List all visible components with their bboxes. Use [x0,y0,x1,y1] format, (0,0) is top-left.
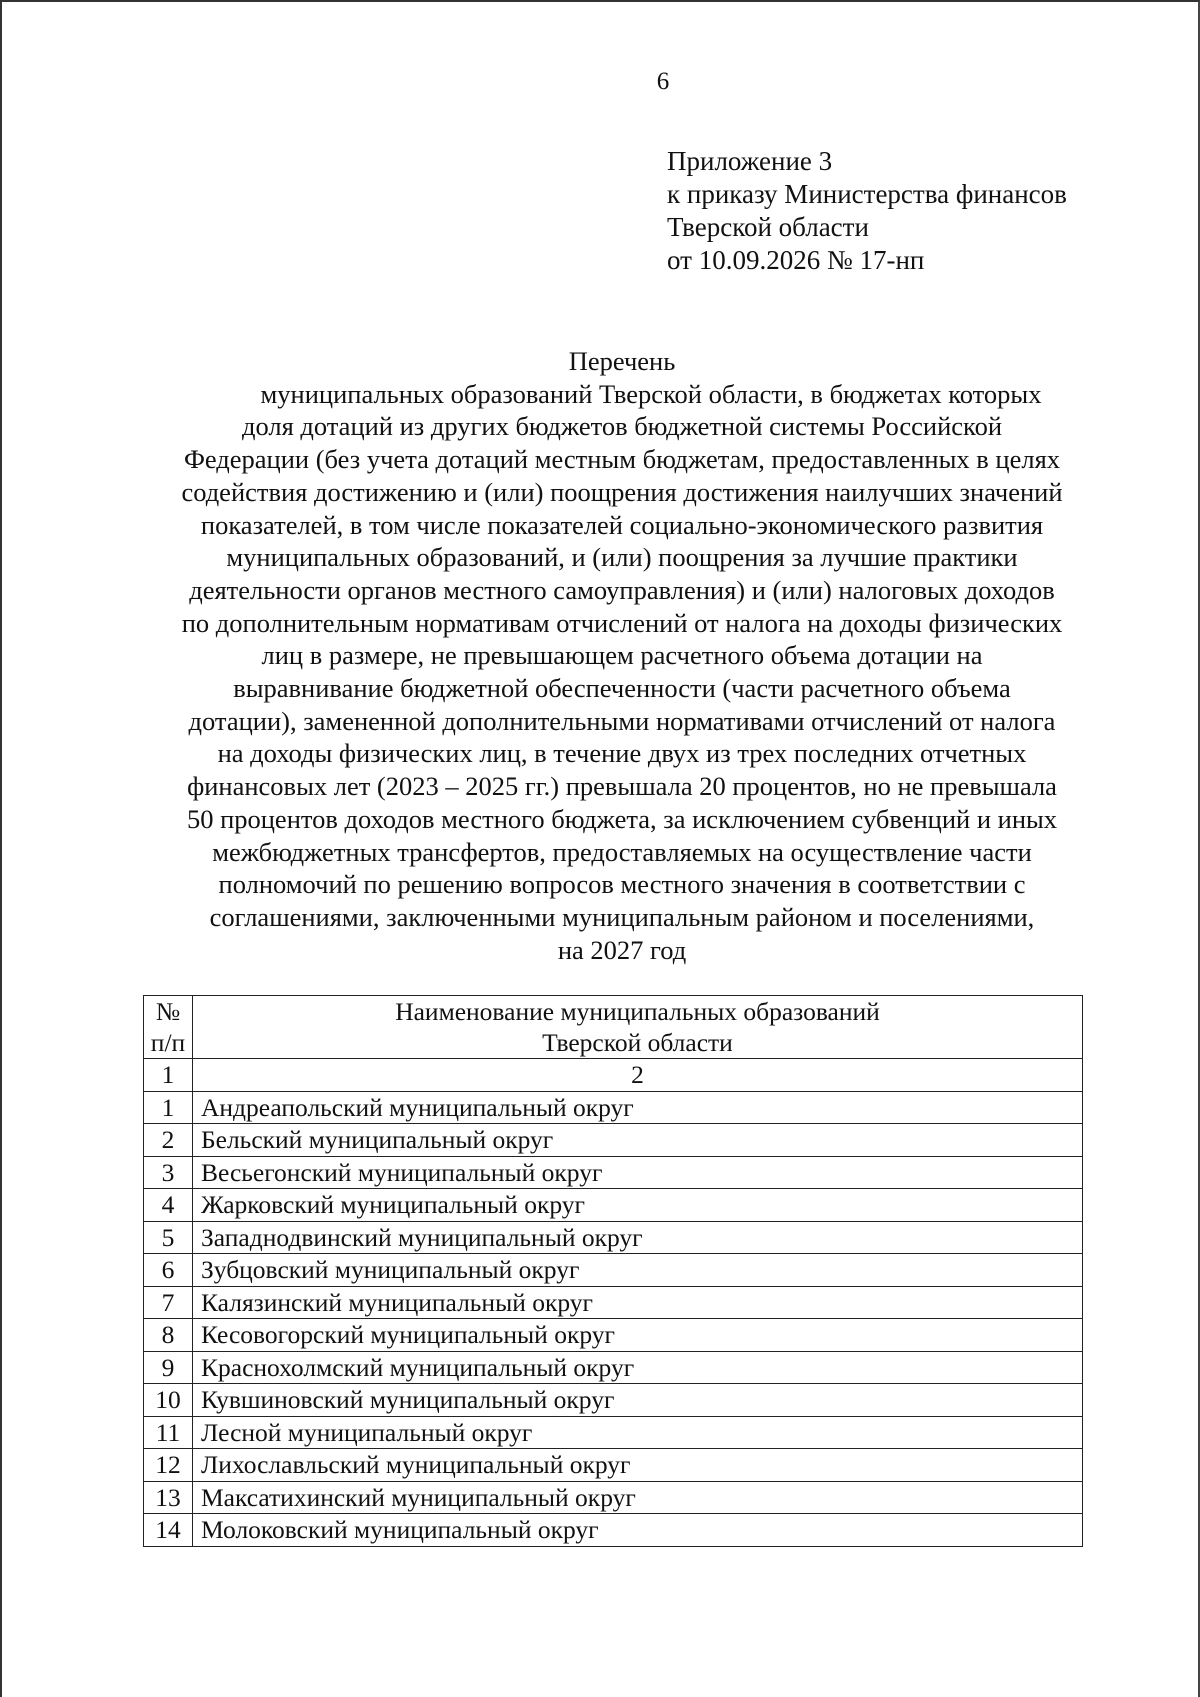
table-row [144,1351,1083,1384]
table-row [144,1481,1083,1514]
municipality-name: Краснохолмский муниципальный округ [193,1351,1083,1384]
table-header-row [144,996,1083,1059]
table-row [144,1514,1083,1547]
header-number-abbr: п/п [150,1028,186,1057]
row-number: 11 [144,1416,193,1449]
municipality-name: Калязинский муниципальный округ [193,1286,1083,1319]
row-number: 9 [144,1351,193,1384]
row-number: 8 [144,1319,193,1352]
row-number: 14 [144,1514,193,1547]
column-index-2: 2 [193,1059,1083,1092]
municipality-name: Жарковский муниципальный округ [193,1189,1083,1222]
appendix-region: Тверской области [667,212,869,242]
header-name-line1: Наименование муниципальных образований [395,997,880,1026]
municipality-name: Лихославльский муниципальный округ [193,1449,1083,1482]
municipalities-table [143,995,1083,1547]
header-number-cell [144,996,193,1059]
row-number: 10 [144,1384,193,1417]
appendix-title: Приложение 3 [667,146,833,176]
row-number: 13 [144,1481,193,1514]
table-row [144,1286,1083,1319]
heading-line: дотации), замененной дополнительными нормативами отчислений от налога [188,705,1056,736]
table-row [144,1189,1083,1222]
table-row [144,1221,1083,1254]
table-row [144,1124,1083,1157]
heading-line: показателей, в том числе показателей социально-экономического развития [200,509,1044,540]
heading-title: Перечень [568,346,676,376]
municipality-name: Западнодвинский муниципальный округ [193,1221,1083,1254]
heading-line: выравнивание бюджетной обеспеченности (части расчетного объема [233,673,1011,704]
heading-line: соглашениями, заключенными муниципальным районом и поселениями, [209,901,1035,932]
heading-text [142,378,1102,967]
table-row [144,1384,1083,1417]
municipality-name: Лесной муниципальный округ [193,1416,1083,1449]
municipality-name: Зубцовский муниципальный округ [193,1254,1083,1287]
heading-line: финансовых лет (2023 – 2025 гг.) превышала 20 процентов, но не превышала [187,771,1057,802]
row-number: 2 [144,1124,193,1157]
column-index-row [144,1059,1083,1092]
municipality-name: Бельский муниципальный округ [193,1124,1083,1157]
document-heading [142,345,1102,966]
appendix-block [667,145,1067,277]
row-number: 12 [144,1449,193,1482]
table-row [144,1156,1083,1189]
table-row [144,1091,1083,1124]
header-number-symbol: № [155,997,181,1026]
table-row [144,1254,1083,1287]
table-row [144,1416,1083,1449]
table-row [144,1319,1083,1352]
heading-line: деятельности органов местного самоуправления) и (или) налоговых доходов [189,574,1055,605]
heading-line: по дополнительным нормативам отчислений от налога на доходы физических [181,607,1063,638]
page-number: 6 [656,68,670,95]
row-number: 1 [144,1091,193,1124]
row-number: 7 [144,1286,193,1319]
header-name-cell [193,996,1083,1059]
municipality-name: Молоковский муниципальный округ [193,1514,1083,1547]
heading-line: муниципальных образований, и (или) поощрения за лучшие практики [226,542,1018,573]
heading-line: на доходы физических лиц, в течение двух из трех последних отчетных [217,738,1027,769]
appendix-date-number: от 10.09.2026 № 17-нп [667,245,925,275]
heading-line: доля дотаций из других бюджетов бюджетной системы Российской [241,411,1003,442]
municipality-name: Максатихинский муниципальный округ [193,1481,1083,1514]
municipality-name: Кувшиновский муниципальный округ [193,1384,1083,1417]
column-index-1: 1 [144,1059,193,1092]
municipality-name: Андреапольский муниципальный округ [193,1091,1083,1124]
appendix-order-ref: к приказу Министерства финансов [667,179,1067,209]
heading-line: Федерации (без учета дотаций местным бюджетам, предоставленных в целях [183,444,1061,475]
heading-line: на 2027 год [557,934,687,965]
row-number: 6 [144,1254,193,1287]
municipality-name: Весьегонский муниципальный округ [193,1156,1083,1189]
heading-line: 50 процентов доходов местного бюджета, за исключением субвенций и иных [186,803,1058,834]
heading-line: муниципальных образований Тверской области, в бюджетах которых [260,378,1042,409]
heading-line: межбюджетных трансфертов, предоставляемых на осуществление части [212,836,1032,867]
header-name-line2: Тверской области [542,1028,733,1057]
heading-line: полномочий по решению вопросов местного значения в соответствии с [218,869,1026,900]
row-number: 4 [144,1189,193,1222]
row-number: 3 [144,1156,193,1189]
municipality-name: Кесовогорский муниципальный округ [193,1319,1083,1352]
heading-line: лиц в размере, не превышающем расчетного объема дотации на [261,640,983,671]
row-number: 5 [144,1221,193,1254]
table-row [144,1449,1083,1482]
heading-line: содействия достижению и (или) поощрения достижения наилучших значений [181,476,1063,507]
